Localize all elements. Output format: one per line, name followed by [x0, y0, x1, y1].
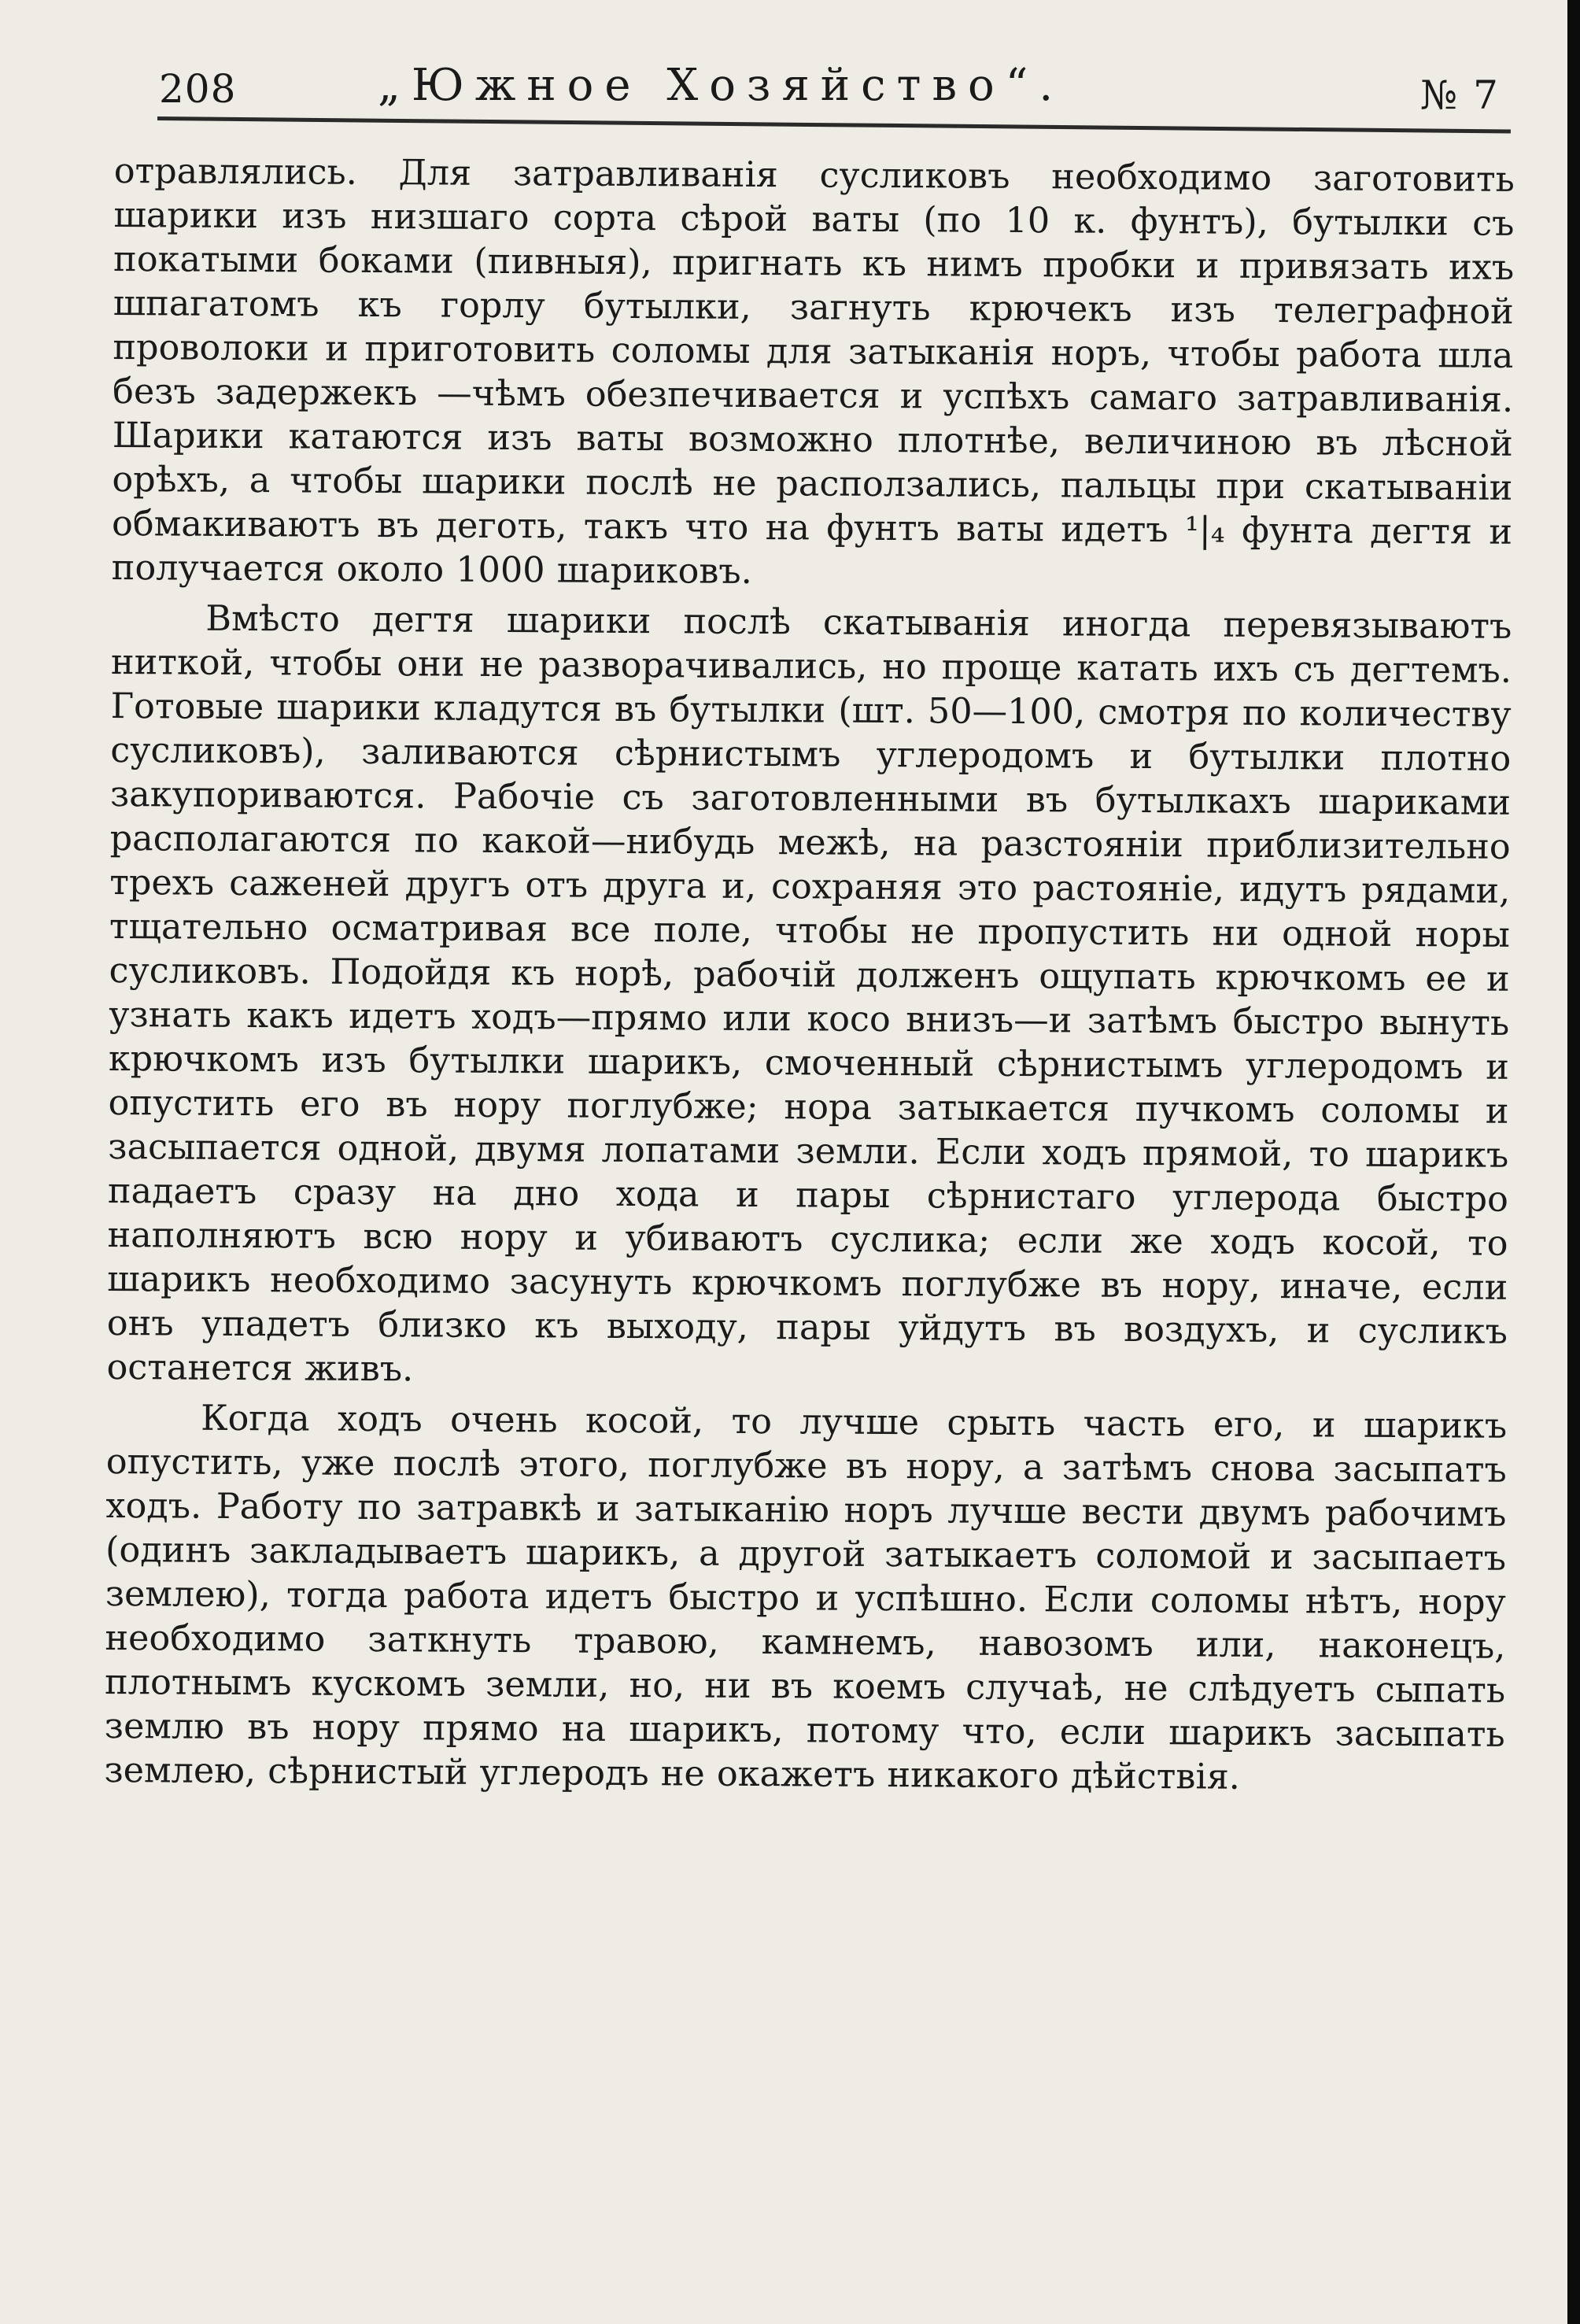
page-number: 208 [159, 66, 237, 112]
paragraph-2: Вмѣсто дегтя шарики послѣ скатыванія иногда перевязываютъ ниткой, чтобы они не разворачивались, но проще катать ихъ съ дегтемъ. Готовые шарики кладутся въ бутылки (шт. 50—100, смотря по количеству сусликовъ), заливаются сѣрнистымъ углеродомъ и бутылки плотно закупориваются. Рабочіе съ заготовленными въ бутылкахъ шариками располагаются по какой—нибудь межѣ, на разстояніи приблизительно трехъ саженей другъ отъ друга и, сохраняя это растояніе, идутъ рядами, тщательно осматривая все поле, чтобы не пропустить ни одной норы сусликовъ. Подойдя къ норѣ, рабочій долженъ ощупать крючкомъ ее и узнать какъ идетъ ходъ—прямо или косо внизъ—и затѣмъ быстро вынуть крючкомъ изъ бутылки шарикъ, смоченный сѣрнистымъ углеродомъ и опустить его въ нору поглубже; нора затыкается пучкомъ соломы и засыпается одной, двумя лопатами земли. Если ходъ прямой, то шарикъ падаетъ сразу на дно хода и пары сѣрнистаго углерода быстро наполняютъ всю нору и убиваютъ суслика; если же ходъ косой, то шарикъ необходимо засунуть крючкомъ поглубже въ нору, иначе, если онъ упадетъ близко къ выходу, пары уйдутъ въ воздухъ, и сусликъ останется живъ. [106, 598, 1512, 1390]
issue-number: № 7 [1419, 72, 1500, 118]
scan-dark-edge [1567, 0, 1580, 2324]
paragraph-1: отравлялись. Для затравливанія сусликовъ необходимо заготовить шарики изъ низшаго сорта сѣрой ваты (по 10 к. фунтъ), бутылки съ покатыми боками (пивныя), пригнать къ нимъ пробки и привязать ихъ шпагатомъ къ горлу бутылки, загнуть крючекъ изъ телеграфной проволоки и приготовить соломы для затыканія норъ, чтобы работа шла безъ задержекъ —чѣмъ обезпечивается и успѣхъ самаго затравливанія. Шарики катаются изъ ваты возможно плотнѣе, величиною въ лѣсной орѣхъ, а чтобы шарики послѣ не расползались, пальцы при скатываніи обмакиваютъ въ деготь, такъ что на фунтъ ваты идетъ ¹|₄ фунта дегтя и получается около 1000 шариковъ. [111, 150, 1515, 592]
journal-title: „Южное Хозяйство“. [378, 60, 1065, 111]
article-body [104, 150, 1515, 1808]
running-header [118, 55, 1519, 126]
paragraph-3: Когда ходъ очень косой, то лучше срыть часть его, и шарикъ опустить, уже послѣ этого, поглубже въ нору, а затѣмъ снова засыпатъ ходъ. Работу по затравкѣ и затыканію норъ лучше вести двумъ рабочимъ (одинъ закладываетъ шарикъ, а другой затыкаетъ соломой и засыпаетъ землею), тогда работа идетъ быстро и успѣшно. Если соломы нѣтъ, нору необходимо заткнуть травою, камнемъ, навозомъ или, наконецъ, плотнымъ кускомъ земли, но, ни въ коемъ случаѣ, не слѣдуетъ сыпать землю въ нору прямо на шарикъ, потому что, если шарикъ засыпать землею, сѣрнистый углеродъ не окажетъ никакого дѣйствія. [104, 1398, 1508, 1797]
